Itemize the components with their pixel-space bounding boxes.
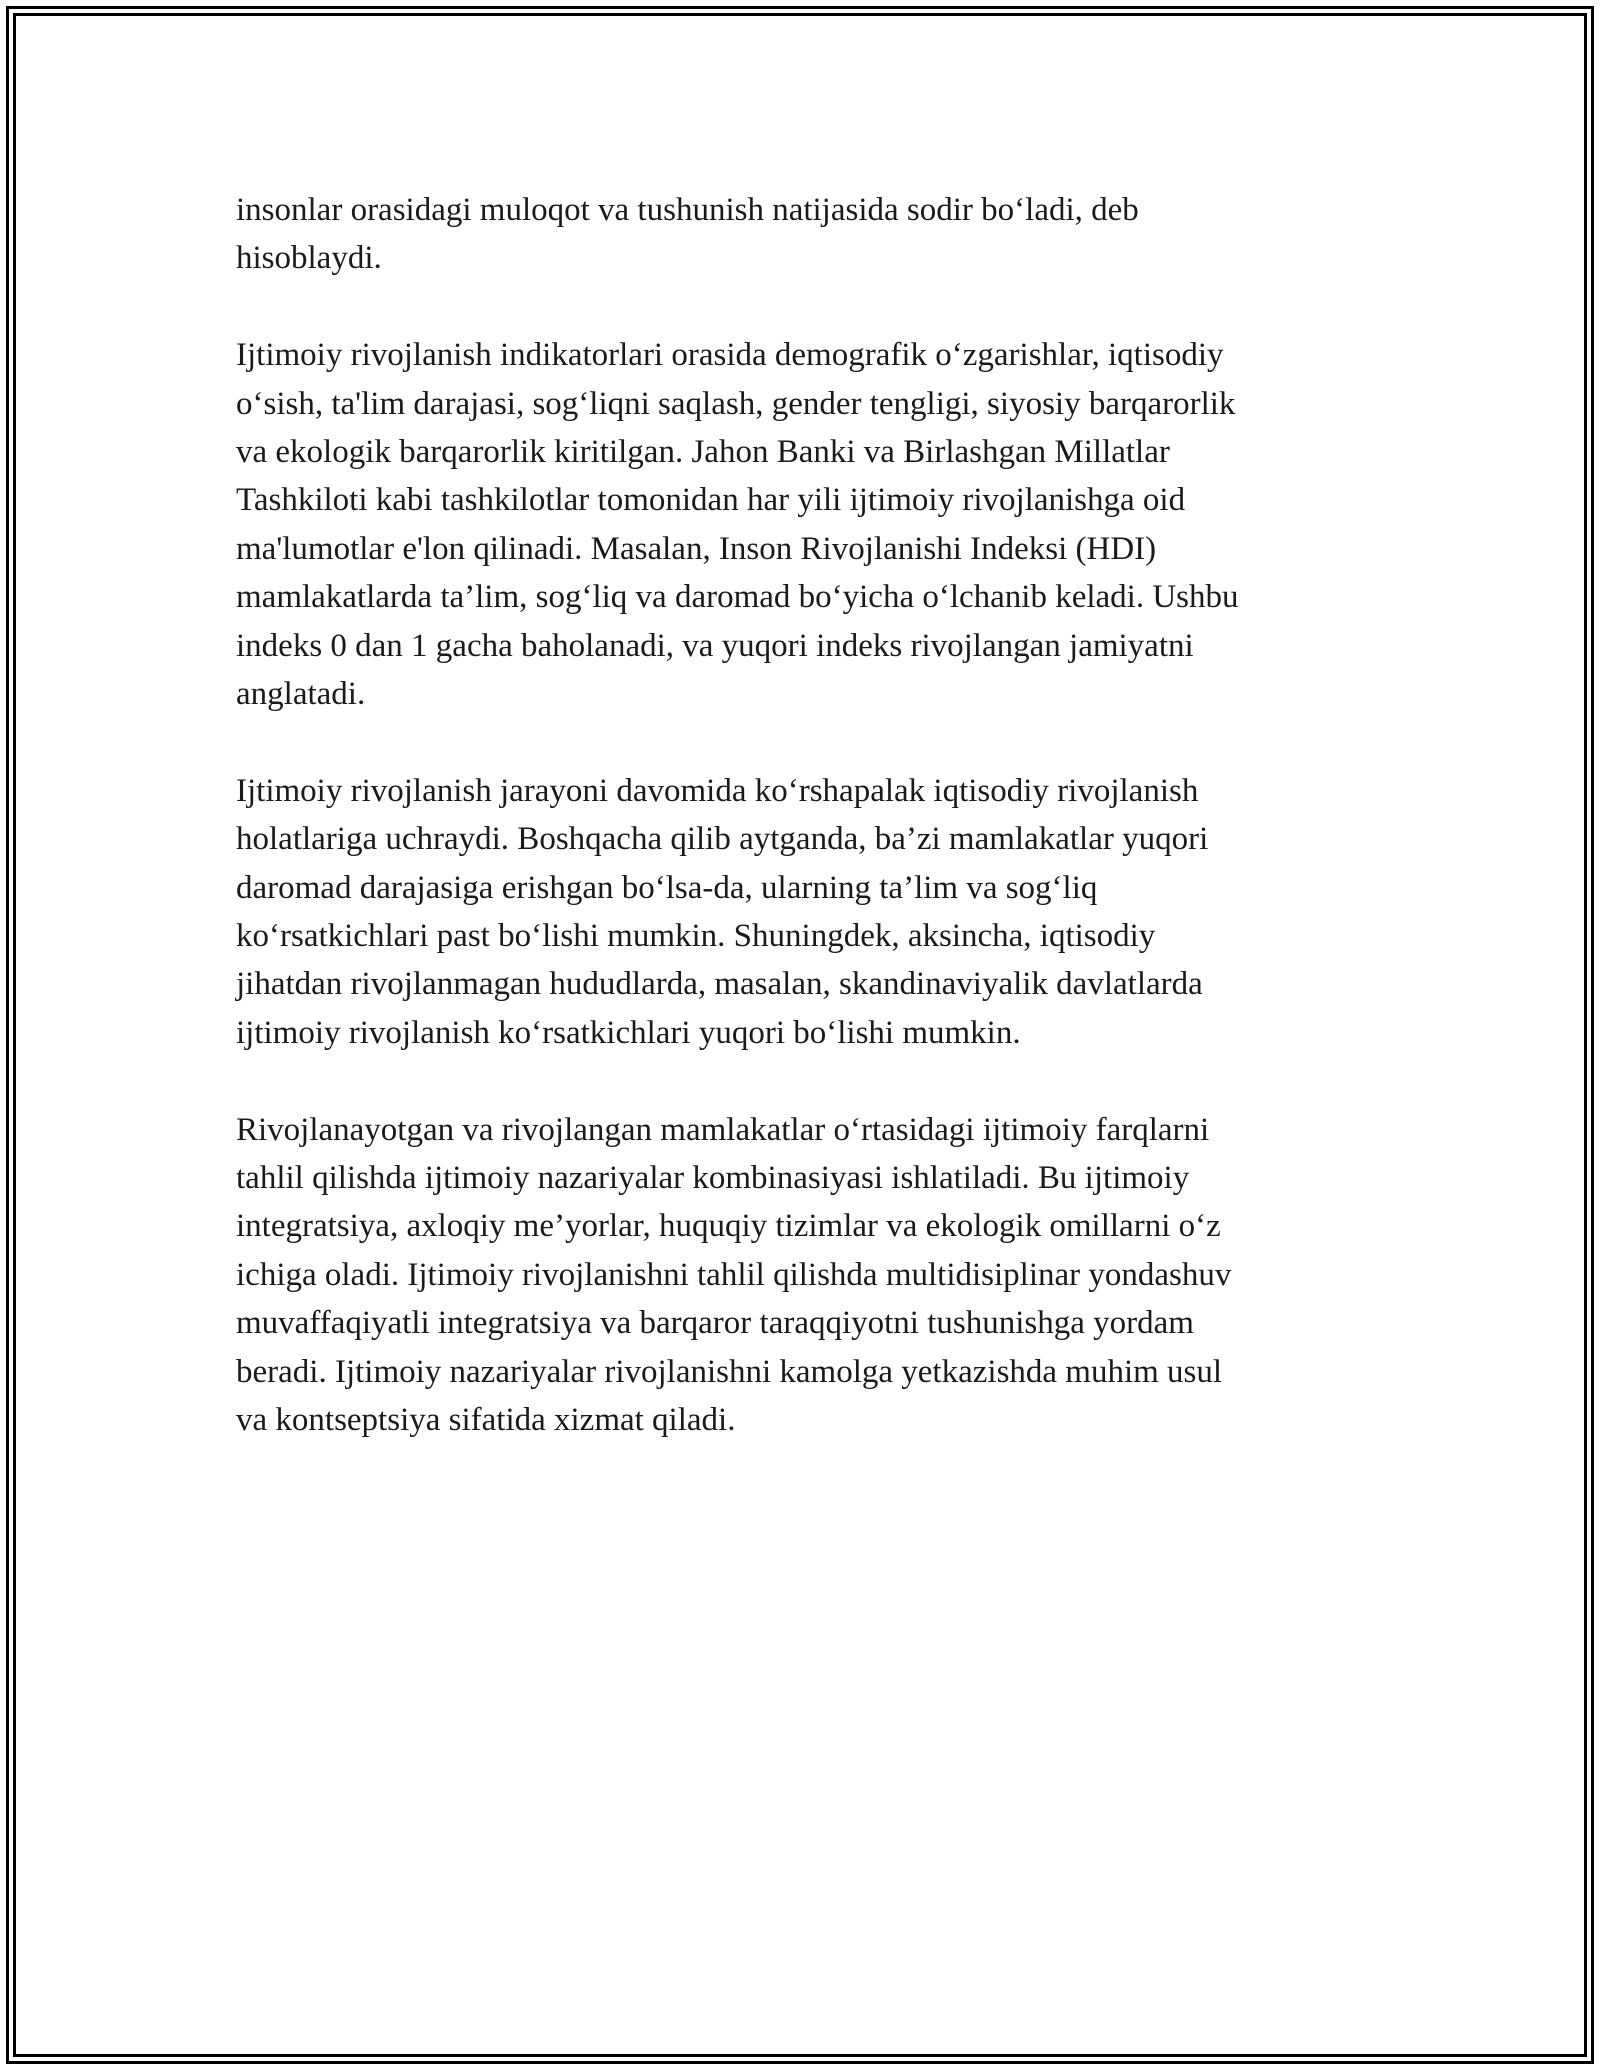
paragraph: insonlar orasidagi muloqot va tushunish natijasida sodir bo‘ladi, deb hisoblaydi. (236, 192, 1139, 277)
paragraph: Ijtimoiy rivojlanish jarayoni davomida ko‘rshapalak iqtisodiy rivojlanish holatlariga uchraydi. Boshqacha qilib aytganda, ba’zi mamlakatlar yuqori daromad darajasiga erishgan bo‘lsa-da, ularning ta’lim va sog‘liq ko‘rsatkichlari past bo‘lishi mumkin. Shuningdek, aksincha, iqtisodiy jihatdan rivojlanmagan hududlarda, masalan, skandinaviyalik davlatlarda ijtimoiy rivojlanish ko‘rsatkichlari yuqori bo‘lishi mumkin. (236, 772, 1209, 1051)
paragraph: Rivojlanayotgan va rivojlangan mamlakatlar o‘rtasidagi ijtimoiy farqlarni tahlil qilishda ijtimoiy nazariyalar kombinasiyasi ishlatiladi. Bu ijtimoiy integratsiya, axloqiy me’yorlar, huquqiy tizimlar va ekologik omillarni o‘z ichiga oladi. Ijtimoiy rivojlanishni tahlil qilishda multidisiplinar yondashuv muvaffaqiyatli integratsiya va barqaror taraqqiyotni tushunishga yordam beradi. Ijtimoiy nazariyalar rivojlanishni kamolga yetkazishda muhim usul va kontseptsiya sifatida xizmat qiladi. (236, 1111, 1232, 1439)
document-body (236, 186, 1361, 1493)
paragraph: Ijtimoiy rivojlanish indikatorlari orasida demografik o‘zgarishlar, iqtisodiy o‘sish, ta'lim darajasi, sog‘liqni saqlash, gender tengligi, siyosiy barqarorlik va ekologik barqarorlik kiritilgan. Jahon Banki va Birlashgan Millatlar Tashkiloti kabi tashkilotlar tomonidan har yili ijtimoiy rivojlanishga oid ma'lumotlar e'lon qilinadi. Masalan, Inson Rivojlanishi Indeksi (HDI) mamlakatlarda ta’lim, sog‘liq va daromad bo‘yicha o‘lchanib keladi. Ushbu indeks 0 dan 1 gacha baholanadi, va yuqori indeks rivojlangan jamiyatni anglatadi. (236, 337, 1239, 713)
